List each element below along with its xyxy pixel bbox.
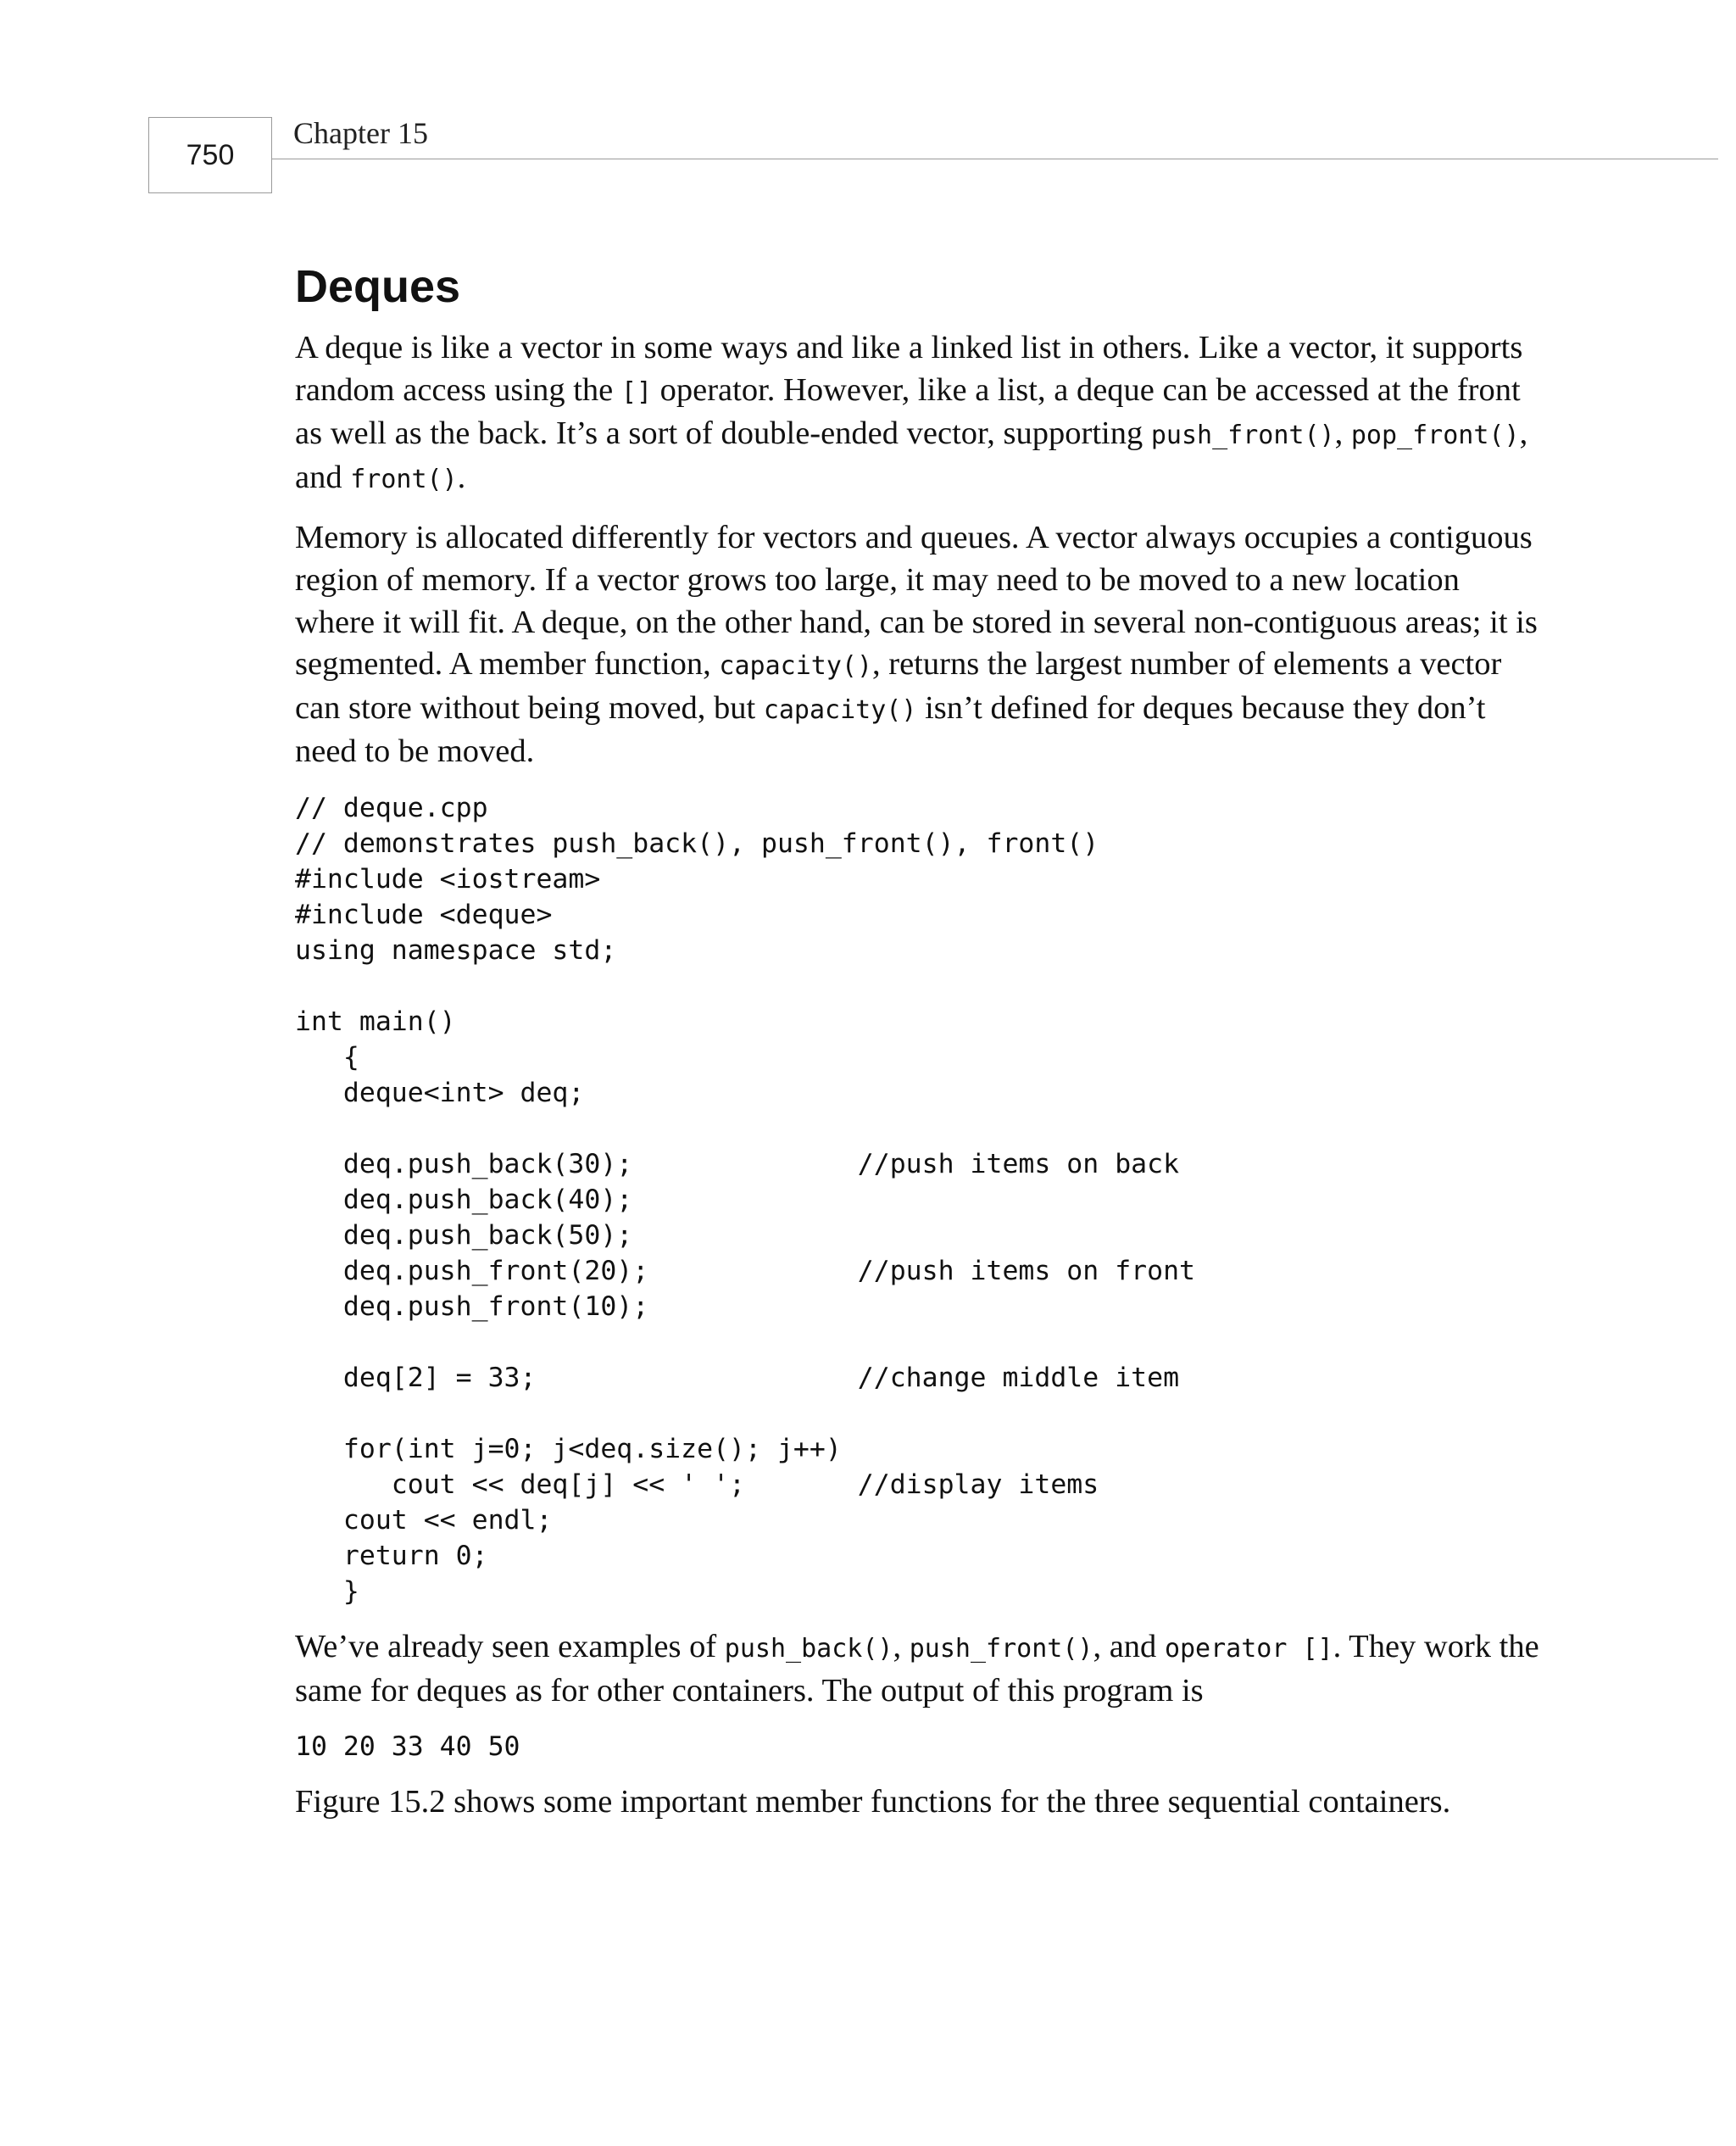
inline-code: front() <box>350 464 458 494</box>
inline-code: push_front() <box>909 1633 1093 1664</box>
text-run: , and <box>295 415 1528 495</box>
paragraph-examples <box>295 1626 1546 1712</box>
text-run: , <box>1334 415 1351 452</box>
inline-code: capacity() <box>763 694 917 725</box>
text-run: . <box>457 459 466 495</box>
paragraph-figure-ref <box>295 1781 1546 1824</box>
chapter-label: Chapter 15 <box>293 116 428 150</box>
paragraph-memory <box>295 517 1546 773</box>
inline-code: pop_front() <box>1350 421 1520 451</box>
text-run: We’ve already seen examples of <box>295 1628 725 1664</box>
inline-code: capacity() <box>719 651 873 682</box>
text-run: Figure 15.2 shows some important member functions for the three sequential containers. <box>295 1784 1451 1820</box>
text-run: , returns the largest number of elements a vector can store without being moved, but <box>295 646 1502 726</box>
text-run: Memory is allocated differently for vectors and queues. A vector always occupies a contiguous region of memory. If a vector grows too large, it may need to be moved to a new location where it will fit. A deque, on the other hand, can be stored in several non-contiguous areas; it is segmented. A member function, <box>295 520 1538 683</box>
text-run: , and <box>1093 1628 1165 1664</box>
text-run: isn’t defined for deques because they don’t need to be moved. <box>295 689 1486 770</box>
section-heading: Deques <box>295 261 461 312</box>
text-run: , <box>893 1628 910 1664</box>
inline-code: operator [] <box>1164 1633 1333 1664</box>
text-run: . They work the same for deques as for other containers. The output of this program is <box>295 1628 1539 1708</box>
text-run: operator. However, like a list, a deque can be accessed at the front as well as the back. It’s a sort of double-ended vector, supporting <box>295 371 1521 452</box>
inline-code: push_front() <box>1150 421 1335 451</box>
text-run: A deque is like a vector in some ways and like a linked list in others. Like a vector, it supports random access using the <box>295 330 1523 408</box>
program-output: 10 20 33 40 50 <box>295 1731 520 1763</box>
inline-code: push_back() <box>724 1633 893 1664</box>
code-listing: // deque.cpp // demonstrates push_back(), push_front(), front() #include <iostream> #include <deque> using namespace std; int main() { deque<int> deq; deq.push_back(30); //push items on back deq.push_back(40); deq.push_back(50); deq.push_front(20); //push items on front deq.push_front(10); deq[2] = 33; //change middle item for(int j=0; j<deq.size(); j++) cout << deq[j] << ' '; //display items cout << endl; return 0; } <box>295 792 1196 1607</box>
page-content <box>295 254 1546 1841</box>
page-number: 750 <box>148 117 272 193</box>
inline-code: [] <box>620 376 653 407</box>
paragraph-intro <box>295 327 1546 500</box>
